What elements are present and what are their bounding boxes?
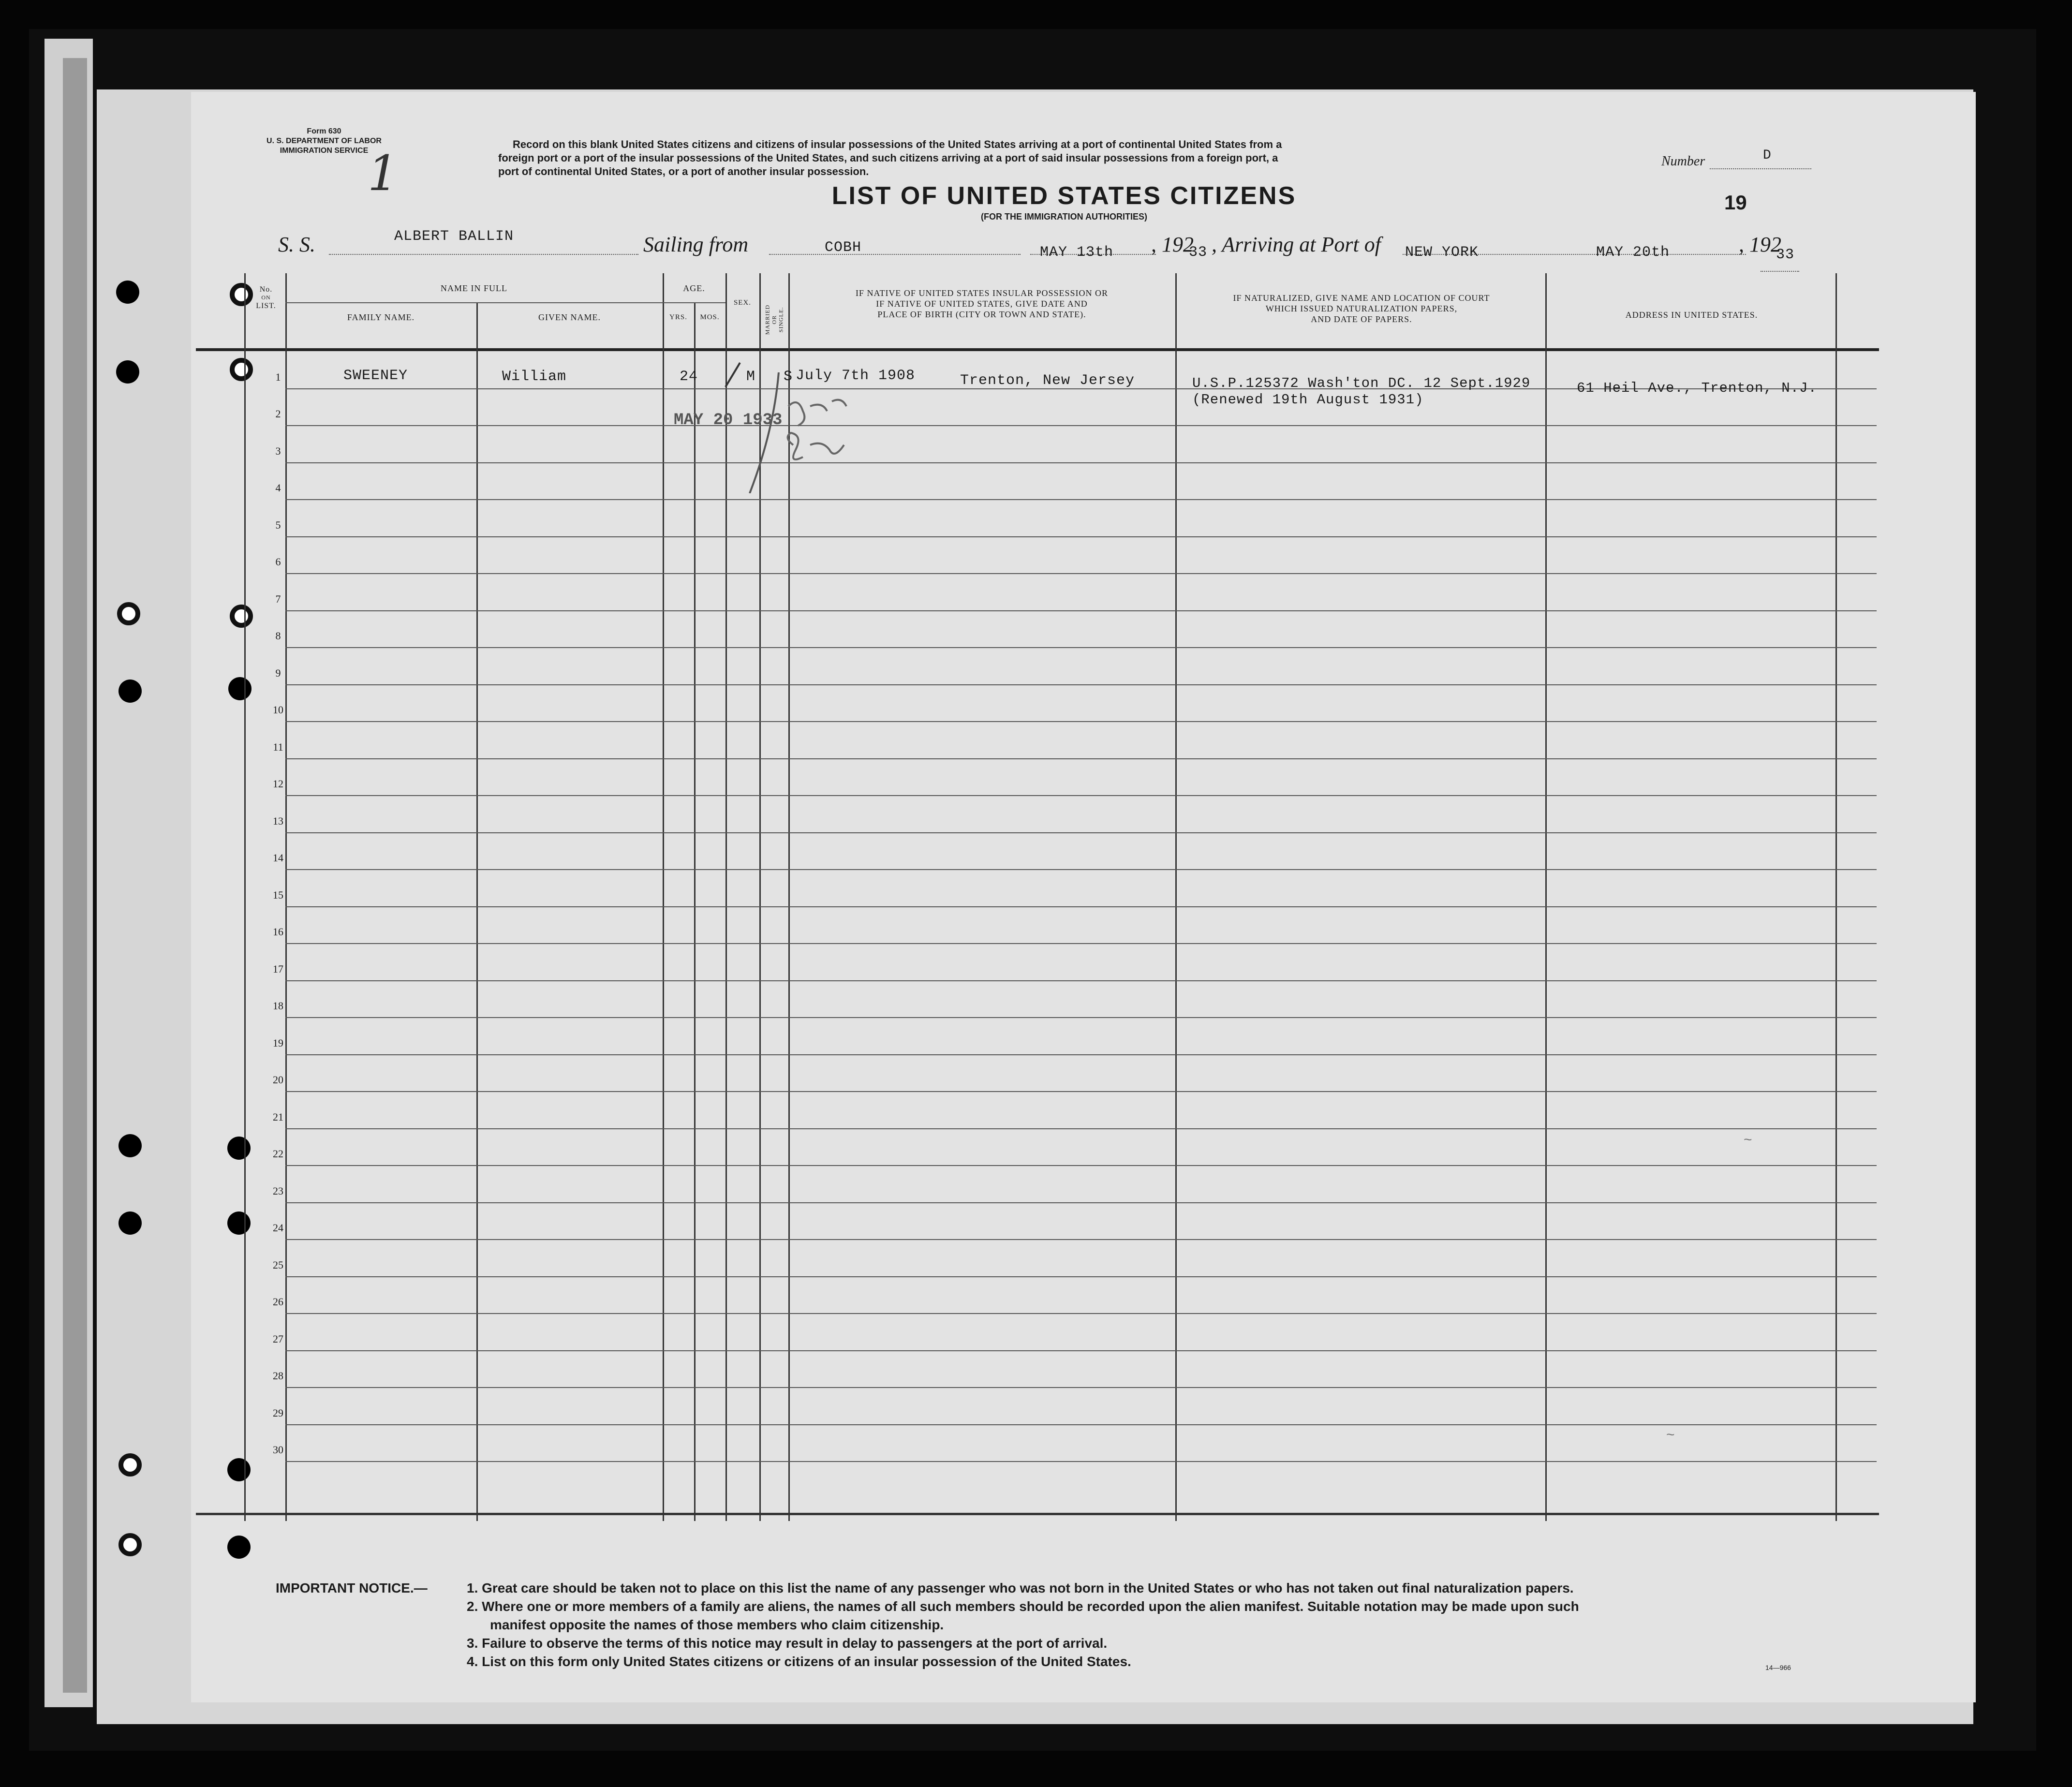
row-number: 4 xyxy=(275,482,281,494)
sail-year: 33 xyxy=(1189,244,1208,261)
row-rule xyxy=(285,758,1877,759)
row-rule xyxy=(285,869,1877,870)
column-divider xyxy=(694,302,696,1521)
row-number: 25 xyxy=(273,1258,283,1271)
row-rule xyxy=(285,1128,1877,1129)
col-no-on-list xyxy=(247,285,285,310)
arrive-year: 33 xyxy=(1776,247,1795,263)
col-yrs: YRS. xyxy=(669,313,687,321)
col-no-on-list-line: ON xyxy=(261,294,271,301)
column-divider xyxy=(476,302,478,1521)
row-rule xyxy=(285,462,1877,463)
col-name-in-full: NAME IN FULL xyxy=(441,283,507,293)
col-naturalized xyxy=(1180,293,1543,325)
row-number: 17 xyxy=(273,962,283,975)
col-native-line: PLACE OF BIRTH (CITY OR TOWN AND STATE). xyxy=(877,310,1086,319)
row-number: 8 xyxy=(275,630,281,642)
record-note-line: port of continental United States, or a port of another insular possession. xyxy=(498,165,869,177)
col-family-name: FAMILY NAME. xyxy=(347,312,415,322)
port-from-underline xyxy=(769,254,1021,255)
row-rule xyxy=(285,721,1877,722)
notice-heading: IMPORTANT NOTICE.— xyxy=(276,1580,428,1595)
row-number: 23 xyxy=(273,1184,283,1197)
year-prefix: , 192 xyxy=(1151,233,1194,256)
row-rule xyxy=(285,1239,1877,1240)
notice-item: 1. Great care should be taken not to place on this list the name of any passenger who was not born in the United States or who has not taken out final naturalization papers. xyxy=(467,1580,1574,1595)
col-no-on-list-line: LIST. xyxy=(256,302,276,310)
row-rule xyxy=(285,499,1877,500)
port-to: NEW YORK xyxy=(1405,244,1479,261)
row-number: 2 xyxy=(275,408,281,420)
ship-name: ALBERT BALLIN xyxy=(394,228,514,245)
row-rule xyxy=(285,1424,1877,1425)
punch-hole xyxy=(116,281,139,304)
row-number: 11 xyxy=(273,740,283,753)
row-rule xyxy=(285,425,1877,426)
row-number: 26 xyxy=(273,1296,283,1308)
row-number: 16 xyxy=(273,926,283,938)
punch-hole xyxy=(227,1458,251,1481)
row-rule xyxy=(285,1054,1877,1055)
arrive-date: MAY 20th xyxy=(1596,244,1670,261)
entry-address: 61 Heil Ave., Trenton, N.J. xyxy=(1577,380,1817,396)
row-rule xyxy=(285,536,1877,537)
row-rule xyxy=(285,1091,1877,1092)
sheet-number: 19 xyxy=(1724,191,1747,214)
binder-strip-shadow xyxy=(63,58,87,1693)
row-number: 13 xyxy=(273,814,283,827)
row-rule xyxy=(285,1461,1877,1462)
punch-hole xyxy=(230,605,253,628)
punch-hole xyxy=(227,1536,251,1559)
notice-item: 3. Failure to observe the terms of this notice may result in delay to passengers at the port of arrival. xyxy=(467,1636,1108,1651)
row-number: 3 xyxy=(275,444,281,457)
col-sex: SEX. xyxy=(733,299,752,307)
col-naturalized-line: IF NATURALIZED, GIVE NAME AND LOCATION OF COURT xyxy=(1233,293,1490,303)
punch-hole xyxy=(227,1211,251,1235)
row-rule xyxy=(285,1202,1877,1203)
ss-label: S. S. xyxy=(278,233,315,256)
port-from: COBH xyxy=(825,239,862,256)
row-rule xyxy=(285,906,1877,907)
row-number: 9 xyxy=(275,666,281,679)
row-rule xyxy=(285,1017,1877,1018)
row-rule xyxy=(285,1165,1877,1166)
print-code: 14—966 xyxy=(1765,1664,1791,1671)
row-number: 28 xyxy=(273,1370,283,1382)
column-divider xyxy=(1545,273,1547,1521)
entry-birth-place: Trenton, New Jersey xyxy=(960,372,1135,389)
col-married-single: MARRIED OR SINGLE. xyxy=(764,304,784,335)
record-note-line: Record on this blank United States citizens and citizens of insular possessions of the United States arriving at a port of continental United States from a xyxy=(513,138,1282,150)
row-rule xyxy=(285,1350,1877,1351)
notice-item: 4. List on this form only United States citizens or citizens of an insular possession of the United States. xyxy=(467,1654,1131,1669)
col-naturalized-line: AND DATE OF PAPERS. xyxy=(1311,314,1412,324)
row-number: 20 xyxy=(273,1074,283,1086)
col-native-line: IF NATIVE OF UNITED STATES, GIVE DATE AND xyxy=(876,299,1088,309)
row-rule xyxy=(285,1387,1877,1388)
entry-birth-date: July 7th 1908 xyxy=(796,368,916,384)
row-number: 15 xyxy=(273,888,283,901)
handwritten-mark: 1 xyxy=(368,145,399,202)
age-subheader-rule xyxy=(663,302,725,303)
punch-hole xyxy=(118,1533,142,1556)
row-number: 10 xyxy=(273,704,283,716)
row-number: 29 xyxy=(273,1406,283,1419)
page-title: LIST OF UNITED STATES CITIZENS xyxy=(831,182,1297,210)
row-number: 24 xyxy=(273,1222,283,1234)
punch-hole xyxy=(227,1137,251,1160)
row-rule xyxy=(285,1313,1877,1314)
col-address: ADDRESS IN UNITED STATES. xyxy=(1625,310,1758,320)
row-rule xyxy=(285,684,1877,685)
column-divider xyxy=(1835,273,1837,1521)
entry-naturalization-renewal: (Renewed 19th August 1931) xyxy=(1192,392,1424,408)
arrival-stamp: MAY 20 1933 xyxy=(674,411,783,429)
col-native xyxy=(793,288,1170,320)
row-number: 30 xyxy=(273,1444,283,1456)
handwritten-inspector-mark xyxy=(706,348,851,493)
notice-item: 2. Where one or more members of a family are aliens, the names of all such members should be recorded upon the alien manifest. Suitable notation may be made upon such xyxy=(467,1599,1579,1614)
entry-marital: S xyxy=(784,369,793,385)
name-subheader-rule xyxy=(285,302,663,303)
arrive-year-underline xyxy=(1761,271,1799,272)
notice-body xyxy=(467,1579,1860,1671)
row-rule xyxy=(285,1276,1877,1277)
record-note-line: foreign port or a port of the insular possessions of the United States, and such citizens arriving at a port of said insular possessions from a foreign port, a xyxy=(498,152,1278,164)
punch-hole xyxy=(117,602,140,625)
punch-hole xyxy=(230,358,253,381)
row-number: 7 xyxy=(275,592,281,605)
punch-hole xyxy=(118,1134,142,1157)
punch-hole xyxy=(118,679,142,703)
number-value: D xyxy=(1763,148,1772,163)
row-number: 12 xyxy=(273,778,283,790)
row-number: 5 xyxy=(275,518,281,531)
col-age: AGE. xyxy=(683,283,705,293)
service: IMMIGRATION SERVICE xyxy=(280,147,369,155)
punch-hole xyxy=(118,1453,142,1477)
row-number: 21 xyxy=(273,1110,283,1123)
row-number: 1 xyxy=(275,370,281,383)
margin-mark: ~ xyxy=(1744,1132,1752,1148)
margin-mark: ~ xyxy=(1666,1427,1675,1443)
punch-hole xyxy=(228,677,252,700)
sailing-label: Sailing from xyxy=(643,233,749,256)
row-rule xyxy=(285,832,1877,833)
row-number: 18 xyxy=(273,1000,283,1012)
punch-hole xyxy=(116,360,139,384)
column-divider xyxy=(244,273,246,1521)
entry-given-name: William xyxy=(502,369,567,385)
row-rule xyxy=(285,943,1877,944)
col-mos: MOS. xyxy=(700,313,720,321)
table-bottom-rule xyxy=(196,1513,1879,1515)
number-label: Number xyxy=(1661,154,1705,169)
entry-age: 24 xyxy=(680,369,698,385)
form-number: Form 630 xyxy=(307,127,341,135)
row-rule xyxy=(285,610,1877,611)
entry-sex: M xyxy=(746,369,756,385)
column-divider xyxy=(663,273,664,1521)
column-divider xyxy=(1175,273,1177,1521)
row-rule xyxy=(285,795,1877,796)
sail-date: MAY 13th xyxy=(1040,244,1114,261)
page-subtitle: (FOR THE IMMIGRATION AUTHORITIES) xyxy=(981,212,1147,222)
row-rule xyxy=(285,573,1877,574)
row-rule xyxy=(285,647,1877,648)
row-number: 19 xyxy=(273,1036,283,1049)
entry-naturalization: U.S.P.125372 Wash'ton DC. 12 Sept.1929 xyxy=(1192,375,1531,391)
col-given-name: GIVEN NAME. xyxy=(538,312,601,322)
row-rule xyxy=(285,980,1877,981)
number-underline xyxy=(1710,168,1811,169)
table-header-rule xyxy=(196,348,1879,351)
col-native-line: IF NATIVE OF UNITED STATES INSULAR POSSESSION OR xyxy=(855,288,1109,298)
col-naturalized-line: WHICH ISSUED NATURALIZATION PAPERS, xyxy=(1265,304,1458,313)
notice-item: manifest opposite the names of those members who claim citizenship. xyxy=(490,1617,944,1632)
col-no-on-list-line: No. xyxy=(259,285,273,294)
record-note xyxy=(498,138,1601,178)
punch-hole xyxy=(118,1211,142,1235)
row-number: 14 xyxy=(273,852,283,864)
arriving-label: , Arriving at Port of xyxy=(1212,233,1381,256)
row-number: 6 xyxy=(275,556,281,568)
year-prefix: , 192 xyxy=(1739,233,1781,256)
row-number: 27 xyxy=(273,1332,283,1345)
entry-family-name: SWEENEY xyxy=(343,368,408,384)
ship-underline xyxy=(329,254,638,255)
row-number: 22 xyxy=(273,1148,283,1160)
department: U. S. DEPARTMENT OF LABOR xyxy=(266,137,382,145)
